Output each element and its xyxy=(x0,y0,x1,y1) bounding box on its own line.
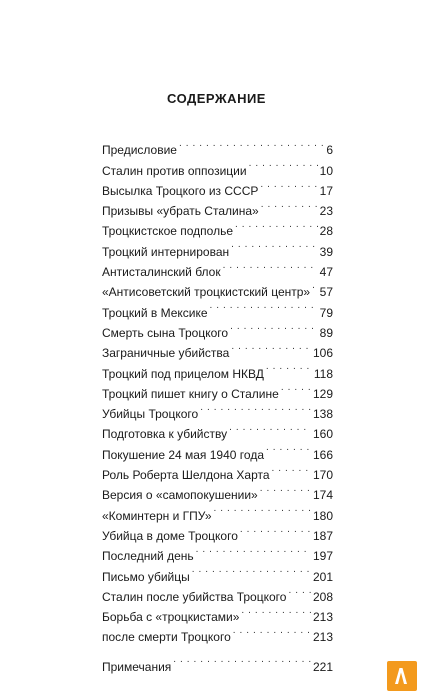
dot-leader xyxy=(249,154,318,174)
toc-entry-title: Убийцы Троцкого xyxy=(102,404,198,424)
toc-entry-title: Версия о «самопокушении» xyxy=(102,485,258,505)
dot-leader xyxy=(196,540,311,560)
dot-leader xyxy=(260,479,311,499)
toc-entry-page: 79 xyxy=(319,305,333,320)
toc-entry-title: Последний день xyxy=(102,546,194,566)
toc-entry-title: после смерти Троцкого xyxy=(102,627,231,647)
toc-entry-title: Антисталинский блок xyxy=(102,262,221,282)
dot-leader xyxy=(240,520,311,540)
toc-entry-title: Сталин после убийства Троцкого xyxy=(102,587,286,607)
toc-entry-page: 160 xyxy=(312,427,333,442)
toc-entry-title: Предисловие xyxy=(102,140,177,160)
dot-leader xyxy=(288,581,311,601)
toc-entry-page: 118 xyxy=(313,366,333,381)
toc-entry-title: Подготовка к убийству xyxy=(102,424,227,444)
toc-entry-page: 57 xyxy=(319,285,333,300)
toc-entry-page: 129 xyxy=(312,386,333,401)
toc-entry-page: 221 xyxy=(312,659,333,674)
toc-entry-title: Борьба с «троцкистами» xyxy=(102,607,239,627)
toc-entry-title: Троцкий интернирован xyxy=(102,242,229,262)
table-of-contents xyxy=(102,134,333,674)
l-letter-icon xyxy=(391,665,413,687)
dot-leader xyxy=(210,296,318,316)
toc-entry-page: 6 xyxy=(326,143,333,158)
toc-entry-page: 174 xyxy=(312,488,333,503)
toc-entry-title: «Коминтерн и ГПУ» xyxy=(102,506,212,526)
toc-entry-page: 213 xyxy=(312,610,333,625)
toc-entry-notes xyxy=(102,650,333,674)
toc-entry-page: 187 xyxy=(312,528,333,543)
dot-leader xyxy=(230,317,318,337)
toc-entry-title: Убийца в доме Троцкого xyxy=(102,526,238,546)
toc-entry-page: 166 xyxy=(312,447,333,462)
dot-leader xyxy=(241,601,311,621)
toc-entry-page: 170 xyxy=(312,468,333,483)
toc-entry-title: Призывы «убрать Сталина» xyxy=(102,201,259,221)
toc-entry-title: Высылка Троцкого из СССР xyxy=(102,181,258,201)
toc-entry-page: 47 xyxy=(319,265,333,280)
dot-leader xyxy=(235,215,318,235)
dot-leader xyxy=(260,175,317,195)
toc-entry-page: 213 xyxy=(312,630,333,645)
toc-entry-title: Примечания xyxy=(102,657,171,677)
dot-leader xyxy=(214,499,311,519)
dot-leader xyxy=(173,650,311,670)
toc-entry-title: Покушение 24 мая 1940 года xyxy=(102,445,264,465)
toc-entry-page: 28 xyxy=(319,224,333,239)
toc-entry-page: 23 xyxy=(319,204,333,219)
toc-entry-title: Сталин против оппозиции xyxy=(102,161,247,181)
dot-leader xyxy=(229,418,311,438)
toc-entry-title: «Антисоветский троцкистский центр» xyxy=(102,282,310,302)
dot-leader xyxy=(231,235,318,255)
toc-entry-page: 39 xyxy=(319,244,333,259)
toc-entry-page: 197 xyxy=(312,549,333,564)
dot-leader xyxy=(281,378,311,398)
toc-entry-title: Троцкий в Мексике xyxy=(102,303,208,323)
dot-leader xyxy=(200,398,311,418)
dot-leader xyxy=(266,357,312,377)
toc-entry-page: 180 xyxy=(312,508,333,523)
dot-leader xyxy=(223,256,318,276)
toc-entry-page: 17 xyxy=(319,183,333,198)
toc-entry-page: 201 xyxy=(312,569,333,584)
toc-entry-page: 138 xyxy=(312,407,333,422)
labirint-l-logo-icon xyxy=(387,661,417,691)
dot-leader xyxy=(192,560,311,580)
dot-leader xyxy=(266,438,311,458)
toc-entry-page: 106 xyxy=(312,346,333,361)
dot-leader xyxy=(231,337,311,357)
dot-leader xyxy=(233,621,311,641)
toc-entry-page: 89 xyxy=(319,325,333,340)
toc-entry-title: Письмо убийцы xyxy=(102,567,190,587)
toc-entry-title: Роль Роберта Шелдона Харта xyxy=(102,465,270,485)
toc-entry-title: Троцкистское подполье xyxy=(102,221,233,241)
dot-leader xyxy=(179,134,324,154)
dot-leader xyxy=(312,276,318,296)
toc-entry xyxy=(102,134,333,158)
toc-entry-title: Заграничные убийства xyxy=(102,343,229,363)
toc-entry-page: 208 xyxy=(312,589,333,604)
dot-leader xyxy=(261,195,318,215)
dot-leader xyxy=(272,459,311,479)
toc-entry-title: Смерть сына Троцкого xyxy=(102,323,228,343)
toc-entry-title: Троцкий под прицелом НКВД xyxy=(102,364,264,384)
toc-entry-page: 10 xyxy=(319,163,333,178)
page-title: СОДЕРЖАНИЕ xyxy=(167,91,266,106)
toc-entry-title: Троцкий пишет книгу о Сталине xyxy=(102,384,279,404)
